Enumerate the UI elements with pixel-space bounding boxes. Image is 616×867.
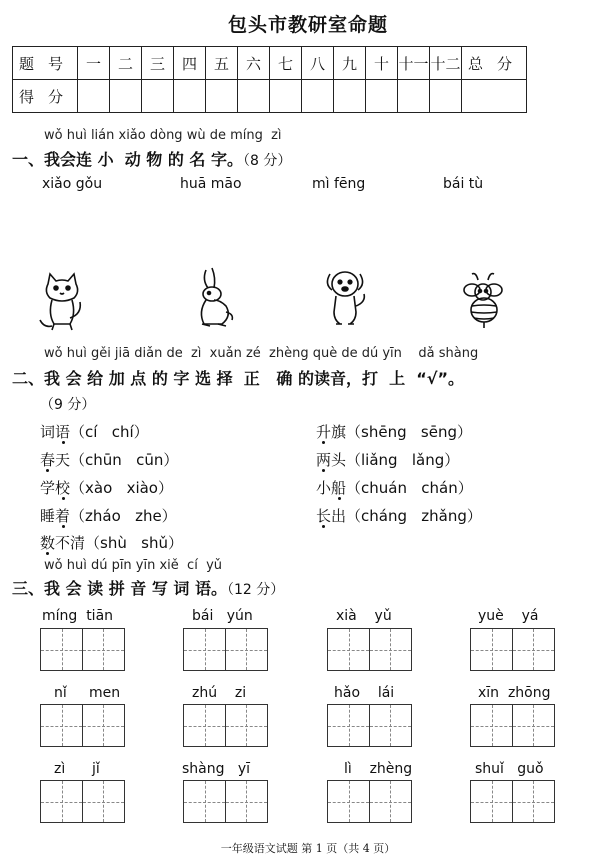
reading-item: 升旗（shēng sēng） <box>316 423 472 441</box>
section3-score: （12 分） <box>227 582 285 598</box>
dog-icon <box>320 266 372 330</box>
total-score-cell[interactable] <box>462 80 527 113</box>
word-pinyin: lì zhèng <box>344 761 413 777</box>
section1-heading: 一、我会连 小 动 物 的 名 字。（8 分） <box>12 150 292 169</box>
page-title: 包头市教研室命题 <box>227 14 388 36</box>
score-table <box>12 46 527 113</box>
rabbit-icon <box>188 266 240 330</box>
bee-icon <box>458 270 510 334</box>
section3-pinyin: wǒ huì dú pīn yīn xiě cí yǔ <box>44 558 223 573</box>
score-cell[interactable] <box>78 80 110 113</box>
reading-item: 小船（chuán chán） <box>316 479 473 497</box>
score-cell[interactable] <box>302 80 334 113</box>
emphasis-dot <box>338 497 341 500</box>
question-col-6: 六 <box>238 47 270 80</box>
reading-item: 睡着（zháo zhe） <box>40 507 177 525</box>
writing-grid[interactable] <box>327 780 410 823</box>
score-row-label: 得分 <box>13 80 78 113</box>
reading-item: 春天（chūn cūn） <box>40 451 179 469</box>
score-table-header-row <box>13 47 527 80</box>
emphasis-dot <box>322 469 325 472</box>
writing-grid[interactable] <box>327 628 410 671</box>
score-cell[interactable] <box>238 80 270 113</box>
score-cell[interactable] <box>398 80 430 113</box>
question-col-4: 四 <box>174 47 206 80</box>
question-number-label: 题号 <box>13 47 78 80</box>
writing-grid[interactable] <box>183 704 266 747</box>
question-col-12: 十二 <box>430 47 462 80</box>
emphasis-dot <box>62 441 65 444</box>
total-score-label: 总分 <box>462 47 527 80</box>
word-pinyin: shàng yī <box>182 761 251 777</box>
score-table-score-row <box>13 80 527 113</box>
word-pinyin: shuǐ guǒ <box>475 761 544 777</box>
writing-grid[interactable] <box>327 704 410 747</box>
section1-pinyin: wǒ huì lián xiǎo dòng wù de míng zì <box>44 128 282 143</box>
animal-label-3: mì fēng <box>312 176 366 192</box>
animal-label-1: xiǎo gǒu <box>42 176 103 192</box>
word-pinyin: nǐ men <box>54 685 121 701</box>
section1-score: （8 分） <box>243 153 292 169</box>
writing-grid[interactable] <box>183 780 266 823</box>
cat-icon <box>36 270 88 334</box>
writing-grid[interactable] <box>40 628 123 671</box>
word-pinyin: yuè yá <box>478 608 539 624</box>
writing-grid[interactable] <box>40 780 123 823</box>
reading-item: 两头（liǎng lǎng） <box>316 451 460 469</box>
score-cell[interactable] <box>270 80 302 113</box>
reading-item: 词语（cí chí） <box>40 423 149 441</box>
page-footer: 一年级语文试题 第 1 页（共 4 页） <box>220 842 396 855</box>
score-cell[interactable] <box>206 80 238 113</box>
section2-score: （9 分） <box>40 397 96 413</box>
writing-grid[interactable] <box>470 780 553 823</box>
animal-label-4: bái tù <box>443 176 484 192</box>
question-col-1: 一 <box>78 47 110 80</box>
word-pinyin: hǎo lái <box>334 685 395 701</box>
section2-pinyin: wǒ huì gěi jiā diǎn de zì xuǎn zé zhèng què de dú yīn dǎ shàng <box>44 346 479 361</box>
question-col-2: 二 <box>110 47 142 80</box>
question-col-5: 五 <box>206 47 238 80</box>
question-col-11: 十一 <box>398 47 430 80</box>
word-pinyin: míng tiān <box>42 608 114 624</box>
section2-heading: 二、我 会 给 加 点 的 字 选 择 正 确 的读音，打 上 “√”。 <box>12 369 464 388</box>
emphasis-dot <box>46 469 49 472</box>
score-cell[interactable] <box>334 80 366 113</box>
emphasis-dot <box>322 525 325 528</box>
writing-grid[interactable] <box>470 704 553 747</box>
word-pinyin: xīn zhōng <box>478 685 551 701</box>
reading-item: 数不清（shù shǔ） <box>40 534 183 552</box>
question-col-7: 七 <box>270 47 302 80</box>
score-cell[interactable] <box>366 80 398 113</box>
writing-grid[interactable] <box>183 628 266 671</box>
word-pinyin: zì jǐ <box>54 761 100 777</box>
writing-grid[interactable] <box>470 628 553 671</box>
emphasis-dot <box>62 497 65 500</box>
reading-item: 学校（xào xiào） <box>40 479 173 497</box>
question-col-9: 九 <box>334 47 366 80</box>
emphasis-dot <box>62 525 65 528</box>
writing-grid[interactable] <box>40 704 123 747</box>
emphasis-dot <box>322 441 325 444</box>
question-col-10: 十 <box>366 47 398 80</box>
question-col-3: 三 <box>142 47 174 80</box>
emphasis-dot <box>46 552 49 555</box>
score-cell[interactable] <box>430 80 462 113</box>
word-pinyin: xià yǔ <box>336 608 392 624</box>
score-cell[interactable] <box>174 80 206 113</box>
score-cell[interactable] <box>142 80 174 113</box>
question-col-8: 八 <box>302 47 334 80</box>
word-pinyin: zhú zi <box>192 685 247 701</box>
animal-label-2: huā māo <box>180 176 242 192</box>
section3-heading: 三、我 会 读 拼 音 写 词 语。（12 分） <box>12 579 285 598</box>
score-cell[interactable] <box>110 80 142 113</box>
word-pinyin: bái yún <box>192 608 253 624</box>
reading-item: 长出（cháng zhǎng） <box>316 507 482 525</box>
